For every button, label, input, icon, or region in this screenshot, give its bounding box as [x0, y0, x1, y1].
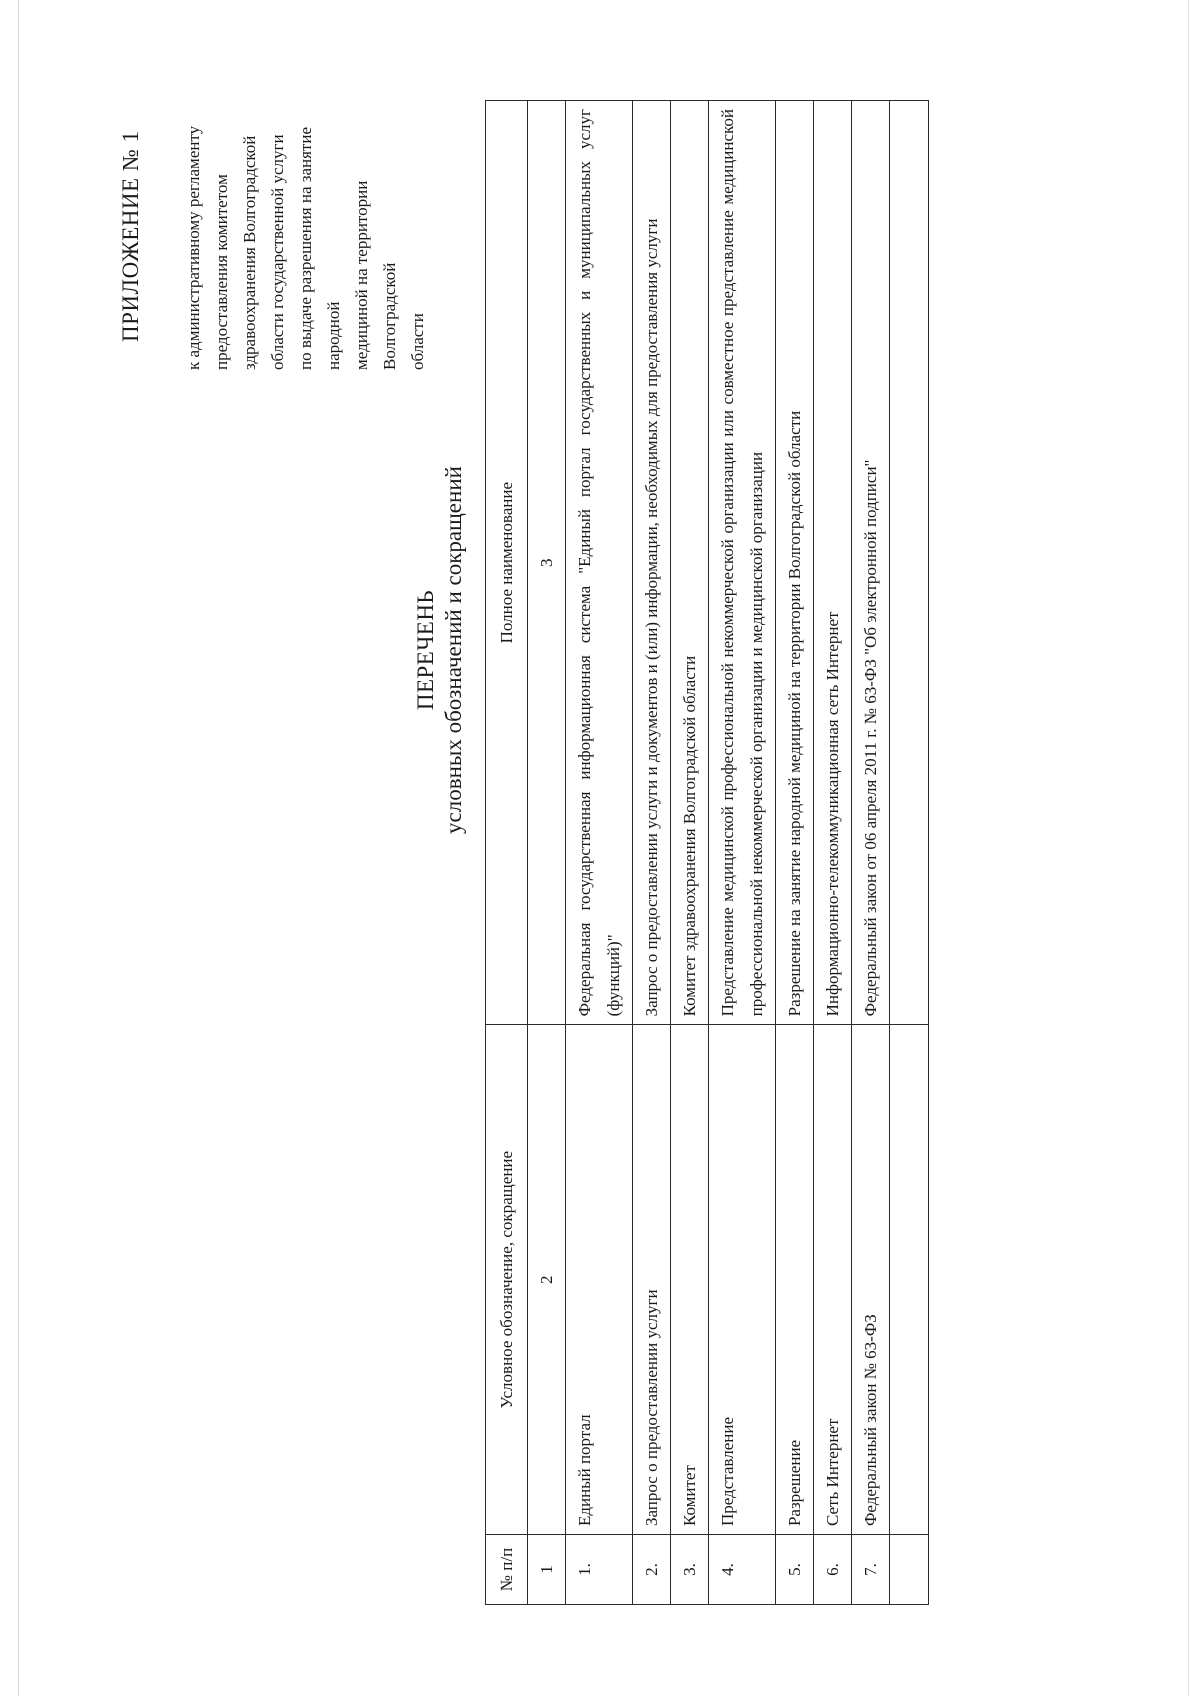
table-row: [814, 101, 852, 1605]
table-row: [671, 101, 709, 1605]
row-short: Комитет: [671, 1025, 709, 1535]
row-short: Запрос о предоставлении услуги: [633, 1025, 671, 1535]
row-number: 6.: [814, 1535, 852, 1605]
title-line-1: ПЕРЕЧЕНЬ: [413, 589, 438, 711]
row-number: 7.: [852, 1535, 890, 1605]
row-number: 1.: [566, 1535, 633, 1605]
document-title: [412, 300, 468, 1000]
column-number-3: 3: [528, 101, 566, 1025]
header-number: № п/п: [486, 1535, 528, 1605]
row-short: Единый портал: [566, 1025, 633, 1535]
row-short: Представление: [709, 1025, 776, 1535]
row-full: Запрос о предоставлении услуги и документов и (или) информации, необходимых для предоставления услуги: [633, 101, 671, 1025]
row-short: Сеть Интернет: [814, 1025, 852, 1535]
appendix-text: к административному регламенту предоставления комитетом здравоохранения Волгоградской области государственной услуги по выдаче разрешения на занятие народной медициной на территории Волгоградской области: [184, 125, 427, 370]
row-number: 4.: [709, 1535, 776, 1605]
header-short: Условное обозначение, сокращение: [486, 1025, 528, 1535]
row-full: Комитет здравоохранения Волгоградской области: [671, 101, 709, 1025]
row-short: Разрешение: [776, 1025, 814, 1535]
table-header-row: [486, 101, 528, 1605]
row-full: Представление медицинской профессиональной некоммерческой организации или совместное представление медицинской профессиональной некоммерческой организации и медицинской организации: [709, 101, 776, 1025]
table-row: [776, 101, 814, 1605]
row-short: Федеральный закон № 63-ФЗ: [852, 1025, 890, 1535]
empty-cell: [890, 1535, 929, 1605]
appendix-block: [118, 92, 432, 370]
table-empty-row: [890, 101, 929, 1605]
column-number-2: 2: [528, 1025, 566, 1535]
row-number: 3.: [671, 1535, 709, 1605]
table-row: [709, 101, 776, 1605]
row-full: Информационно-телекоммуникационная сеть Интернет: [814, 101, 852, 1025]
appendix-title: ПРИЛОЖЕНИЕ № 1: [118, 130, 143, 342]
header-full: Полное наименование: [486, 101, 528, 1025]
row-number: 2.: [633, 1535, 671, 1605]
table-row: [566, 101, 633, 1605]
row-full: Федеральная государственная информационная система "Единый портал государственных и муниципальных услуг (функций)": [566, 101, 633, 1025]
row-full: Федеральный закон от 06 апреля 2011 г. № 63-ФЗ "Об электронной подписи": [852, 101, 890, 1025]
row-number: 5.: [776, 1535, 814, 1605]
column-number-1: 1: [528, 1535, 566, 1605]
abbreviations-table: [485, 100, 929, 1605]
empty-cell: [890, 101, 929, 1025]
document-page: [0, 60, 1200, 1660]
table-row: [852, 101, 890, 1605]
title-line-2: условных обозначений и сокращений: [441, 466, 466, 834]
row-full: Разрешение на занятие народной медициной на территории Волгоградской области: [776, 101, 814, 1025]
empty-cell: [890, 1025, 929, 1535]
table-row: [633, 101, 671, 1605]
column-number-row: [528, 101, 566, 1605]
